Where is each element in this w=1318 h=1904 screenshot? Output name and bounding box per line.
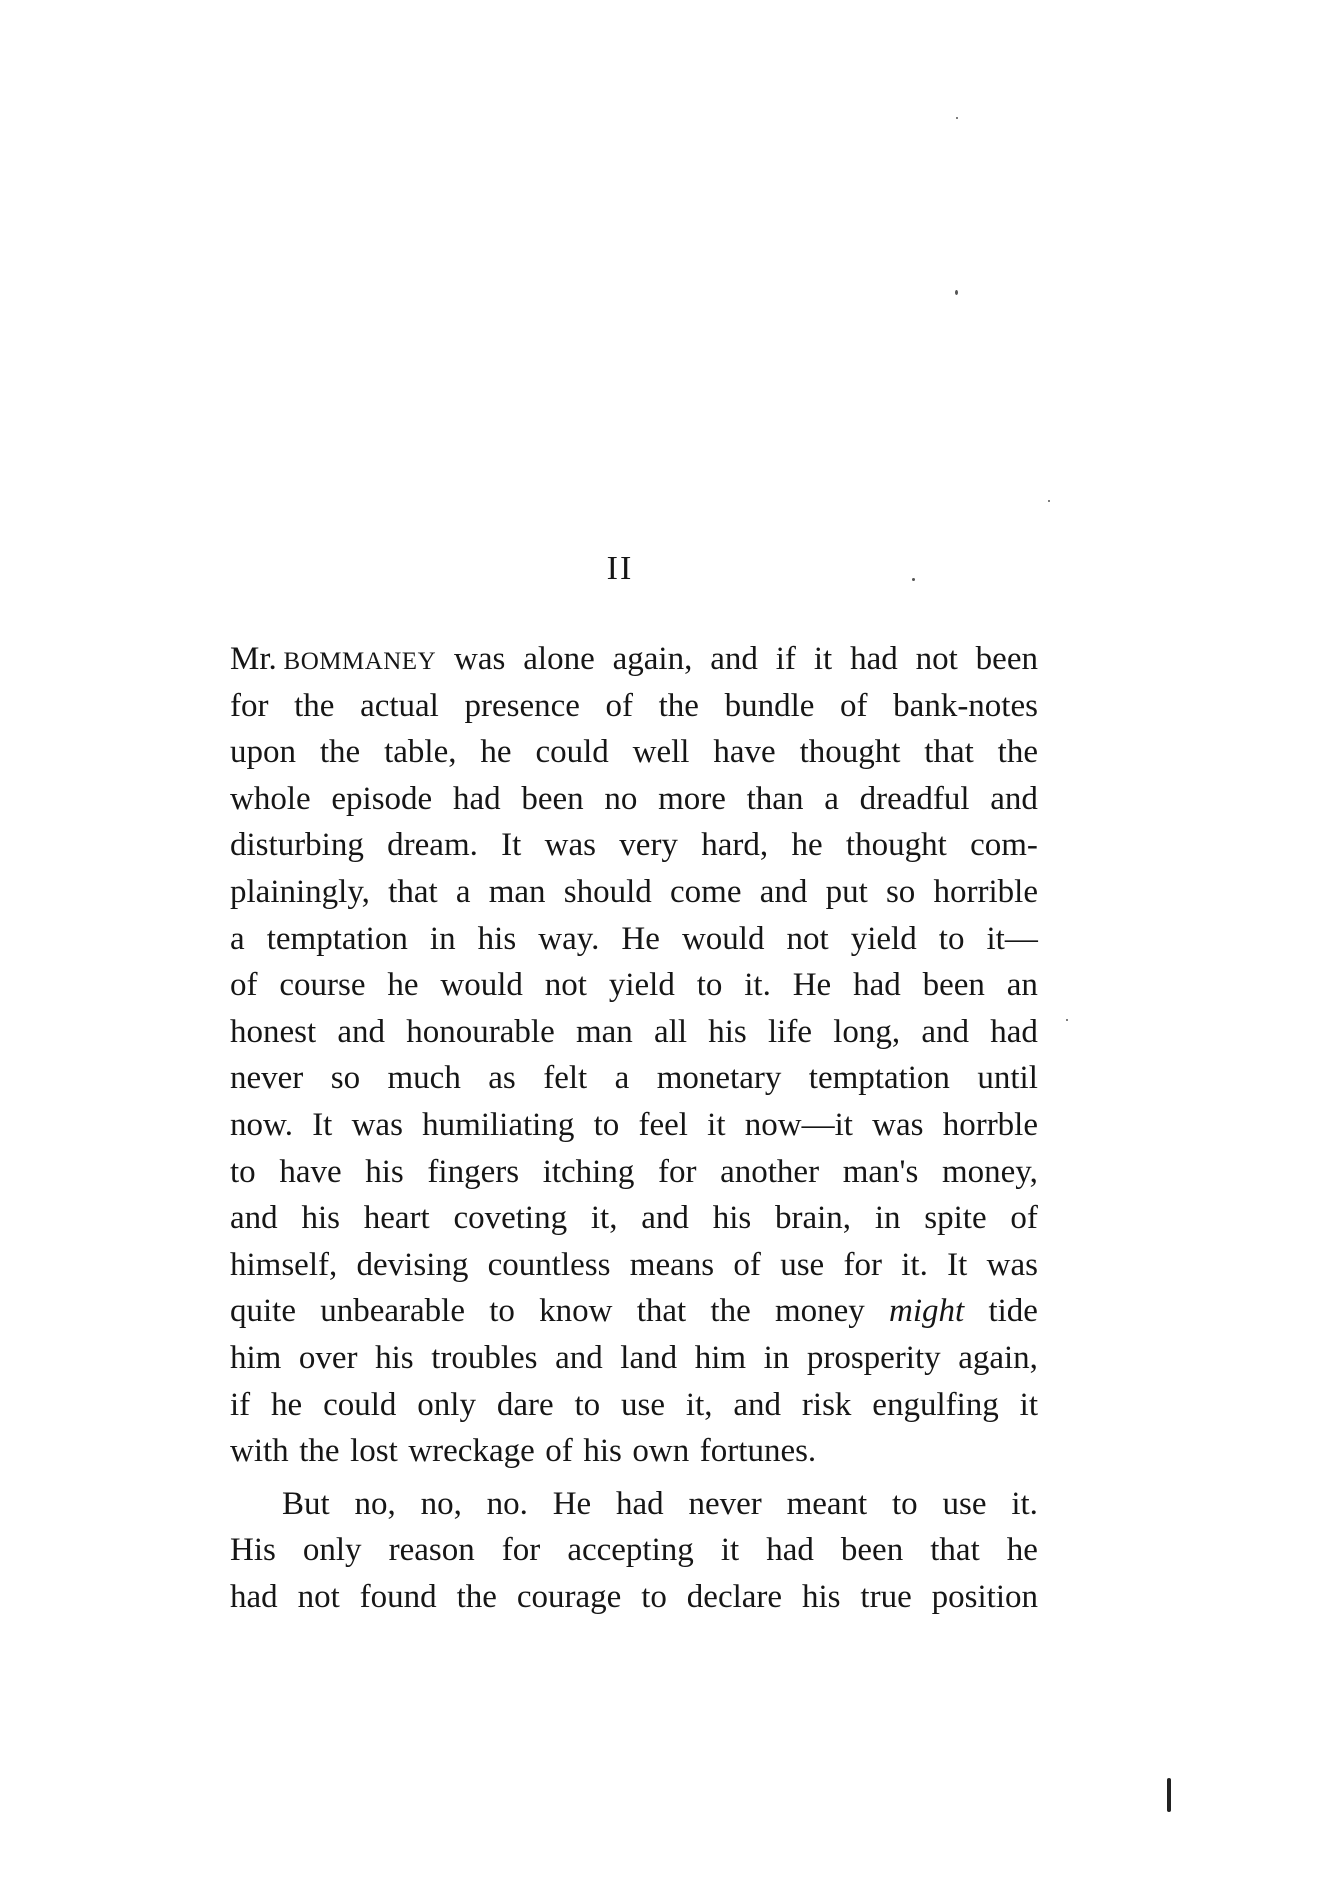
word: courage <box>516 1578 622 1615</box>
small-caps-initial: Mr. <box>230 641 277 677</box>
word: he <box>791 827 823 864</box>
word: have <box>279 1153 342 1190</box>
word: reason <box>388 1532 475 1569</box>
word: table, <box>384 734 457 771</box>
word: no, <box>420 1485 462 1522</box>
text-line <box>230 1288 1038 1335</box>
word: to <box>593 1106 620 1143</box>
word: had <box>853 967 901 1004</box>
word: bank-notes <box>893 687 1038 724</box>
word: it. <box>901 1246 928 1283</box>
word: and <box>921 1013 970 1050</box>
word: might <box>889 1293 965 1330</box>
word: It <box>947 1246 968 1283</box>
word: for <box>843 1246 882 1283</box>
word: a <box>614 1060 630 1097</box>
word: only <box>302 1532 362 1569</box>
word: the <box>294 687 335 724</box>
word: was <box>872 1106 924 1143</box>
word: so <box>330 1060 361 1097</box>
word: of <box>545 1433 573 1470</box>
word: alone <box>523 641 595 677</box>
word: come <box>670 873 742 910</box>
word: put <box>825 873 868 910</box>
word: no. <box>486 1485 528 1522</box>
word: episode <box>331 780 433 817</box>
word: had <box>766 1532 814 1569</box>
word: he <box>387 967 419 1004</box>
word: a <box>230 920 245 957</box>
text-line <box>230 1382 1038 1429</box>
word: his <box>708 1013 747 1050</box>
text-line <box>230 1335 1038 1382</box>
word: fortunes. <box>699 1433 817 1470</box>
word: whole <box>230 780 311 817</box>
word: But <box>282 1485 330 1522</box>
text-line <box>230 916 1038 963</box>
word: His <box>230 1532 276 1569</box>
word: declare <box>686 1578 783 1615</box>
word: that <box>930 1532 980 1569</box>
word: had <box>850 641 898 677</box>
word: again, <box>958 1339 1038 1376</box>
word: his <box>583 1433 622 1470</box>
word: coveting <box>453 1200 568 1237</box>
text-line <box>230 683 1038 730</box>
word: tide <box>988 1293 1038 1330</box>
word: for <box>657 1153 697 1190</box>
text-line <box>230 1428 1038 1475</box>
word: risk <box>801 1386 852 1423</box>
word: in <box>763 1339 790 1376</box>
text-line <box>230 869 1038 916</box>
word: of <box>605 687 634 724</box>
word: yield <box>608 967 675 1004</box>
word: in <box>874 1200 901 1237</box>
word: means <box>629 1246 715 1283</box>
word: him <box>694 1339 747 1376</box>
word: and <box>555 1339 603 1376</box>
word: horrible <box>933 873 1038 910</box>
word: thought <box>845 827 947 864</box>
word: the <box>658 687 699 724</box>
word: could <box>323 1386 397 1423</box>
word: accepting <box>567 1532 694 1569</box>
word: It <box>312 1106 333 1143</box>
word: honest <box>230 1013 317 1050</box>
word: and <box>337 1013 386 1050</box>
word: and <box>990 780 1038 817</box>
text-line <box>230 1195 1038 1242</box>
word: been <box>975 641 1038 677</box>
word: a <box>455 873 471 910</box>
word: the <box>456 1578 497 1615</box>
text-line <box>230 1009 1038 1056</box>
word: man's <box>842 1153 919 1190</box>
word: know <box>539 1293 613 1330</box>
word: troubles <box>431 1339 538 1376</box>
word: of <box>1010 1200 1038 1237</box>
word: of <box>840 687 868 724</box>
word: was <box>986 1246 1038 1283</box>
chapter-number: II <box>606 550 634 587</box>
word: to <box>696 967 723 1004</box>
word: all <box>654 1013 688 1050</box>
print-speck <box>956 117 958 119</box>
word: man <box>575 1013 633 1050</box>
word: com- <box>970 827 1038 864</box>
word: not <box>297 1578 340 1615</box>
small-caps-name <box>230 636 436 683</box>
word: his <box>375 1339 414 1376</box>
print-speck <box>912 578 915 581</box>
word: for <box>230 687 269 724</box>
text-line <box>230 962 1038 1009</box>
word: life <box>768 1013 812 1050</box>
word: countless <box>487 1246 611 1283</box>
word: temptation <box>266 920 408 957</box>
word: no <box>604 780 638 817</box>
text-line <box>230 1574 1038 1621</box>
word: yield <box>850 920 917 957</box>
word: well <box>632 734 690 771</box>
word: and <box>733 1386 782 1423</box>
word: had <box>615 1485 664 1522</box>
text-line <box>230 636 1038 683</box>
word: and <box>641 1200 689 1237</box>
word: that <box>924 734 974 771</box>
word: him <box>230 1339 282 1376</box>
word: true <box>860 1578 912 1615</box>
word: monetary <box>656 1060 782 1097</box>
word: himself, <box>230 1246 338 1283</box>
word: use <box>942 1485 987 1522</box>
word: a <box>824 780 839 817</box>
word: than <box>746 780 804 817</box>
word: had <box>990 1013 1038 1050</box>
word: another <box>720 1153 820 1190</box>
word: itching <box>542 1153 635 1190</box>
word: heart <box>363 1200 430 1237</box>
word: over <box>298 1339 358 1376</box>
word: again, <box>612 641 693 677</box>
word: been <box>521 780 584 817</box>
word: was <box>544 827 596 864</box>
word: could <box>535 734 609 771</box>
word: upon <box>230 734 296 771</box>
word: brain, <box>775 1200 852 1237</box>
word: horrble <box>942 1106 1038 1143</box>
word: actual <box>360 687 439 724</box>
word: dream. <box>387 827 478 864</box>
word: been <box>840 1532 904 1569</box>
margin-mark <box>1167 1778 1171 1812</box>
word: now. <box>230 1106 293 1143</box>
word: man <box>488 873 546 910</box>
word: own <box>632 1433 690 1470</box>
word: had <box>230 1578 278 1615</box>
word: way. <box>538 920 600 957</box>
word: the <box>997 734 1038 771</box>
text-line <box>230 822 1038 869</box>
word: that <box>388 873 438 910</box>
word: to <box>938 920 965 957</box>
text-line <box>230 1102 1038 1149</box>
text-line <box>230 1481 1038 1528</box>
word: the <box>319 734 361 771</box>
word: hard, <box>701 827 769 864</box>
print-speck <box>1066 1019 1068 1021</box>
word: would <box>681 920 765 957</box>
word: to <box>230 1153 256 1190</box>
word: it. <box>1011 1485 1038 1522</box>
word: course <box>279 967 366 1004</box>
word: it <box>707 1106 726 1143</box>
word: money <box>774 1293 865 1330</box>
word: unbearable <box>320 1293 465 1330</box>
word: money, <box>941 1153 1038 1190</box>
word: He <box>552 1485 592 1522</box>
word: disturbing <box>230 827 364 864</box>
word: been <box>922 967 985 1004</box>
word: was <box>351 1106 403 1143</box>
word: and <box>230 1200 278 1237</box>
word: to <box>489 1293 515 1330</box>
text-line <box>230 1149 1038 1196</box>
word: his <box>301 1200 340 1237</box>
print-speck <box>955 290 958 295</box>
text-line <box>230 729 1038 776</box>
word: prosperity <box>806 1339 941 1376</box>
word: would <box>440 967 523 1004</box>
word: more <box>658 780 726 817</box>
word: use <box>780 1246 825 1283</box>
word: use <box>621 1386 666 1423</box>
word: and <box>710 641 758 677</box>
word: It <box>501 827 522 864</box>
word: never <box>688 1485 762 1522</box>
body-text <box>230 636 1038 1620</box>
word: it. <box>744 967 771 1004</box>
word: lost <box>350 1433 398 1470</box>
word: as <box>488 1060 516 1097</box>
word: not <box>544 967 587 1004</box>
word: plainingly, <box>230 873 370 910</box>
word: dare <box>496 1386 554 1423</box>
word: meant <box>786 1485 868 1522</box>
word: quite <box>230 1293 296 1330</box>
word: it— <box>986 920 1038 957</box>
print-speck <box>1048 500 1050 502</box>
word: much <box>387 1060 461 1097</box>
word: he <box>1006 1532 1038 1569</box>
word: not <box>786 920 829 957</box>
text-line <box>230 1055 1038 1102</box>
word: the <box>710 1293 751 1330</box>
word: it <box>1019 1386 1038 1423</box>
word: for <box>501 1532 541 1569</box>
word: to <box>892 1485 918 1522</box>
word: only <box>417 1386 476 1423</box>
word: long, <box>833 1013 901 1050</box>
word: not <box>915 641 958 677</box>
word: He <box>792 967 832 1004</box>
word: the <box>299 1433 340 1470</box>
word: should <box>563 873 652 910</box>
word: found <box>359 1578 437 1615</box>
word: it <box>720 1532 740 1569</box>
word: land <box>620 1339 678 1376</box>
word: if <box>775 641 796 677</box>
text-line <box>230 1242 1038 1289</box>
word: very <box>619 827 678 864</box>
word: it, <box>685 1386 713 1423</box>
word: of <box>230 967 258 1004</box>
word: his <box>712 1200 752 1237</box>
word: position <box>931 1578 1038 1615</box>
word: was <box>454 641 506 677</box>
word: fingers <box>427 1153 520 1190</box>
word: and <box>759 873 808 910</box>
word: it, <box>590 1200 618 1237</box>
word: thought <box>799 734 901 771</box>
word: that <box>636 1293 687 1330</box>
word: he <box>271 1386 303 1423</box>
word: He <box>621 920 660 957</box>
word: felt <box>543 1060 588 1097</box>
word: never <box>230 1060 304 1097</box>
word: no, <box>354 1485 396 1522</box>
word: have <box>713 734 776 771</box>
word: his <box>801 1578 841 1615</box>
word: with <box>230 1433 289 1470</box>
word: his <box>477 920 517 957</box>
word: bundle <box>724 687 815 724</box>
word: devising <box>356 1246 469 1283</box>
word: spite <box>924 1200 987 1237</box>
word: wreckage <box>408 1433 535 1470</box>
word: he <box>480 734 512 771</box>
small-caps-rest: BOMMANEY <box>276 648 437 675</box>
word: of <box>733 1246 761 1283</box>
word: now—it <box>744 1106 853 1143</box>
word: engulfing <box>872 1386 999 1423</box>
word: honourable <box>406 1013 555 1050</box>
word: until <box>977 1060 1038 1097</box>
word: had <box>452 780 501 817</box>
word: to <box>641 1578 667 1615</box>
word: it <box>813 641 833 677</box>
word: so <box>885 873 916 910</box>
word: humiliating <box>422 1106 575 1143</box>
word: feel <box>638 1106 688 1143</box>
word: an <box>1006 967 1038 1004</box>
word: dreadful <box>859 780 970 817</box>
text-line <box>230 1527 1038 1574</box>
word: presence <box>464 687 580 724</box>
text-line <box>230 776 1038 823</box>
word: in <box>429 920 456 957</box>
word: if <box>230 1386 251 1423</box>
word: to <box>574 1386 601 1423</box>
word: temptation <box>808 1060 950 1097</box>
word: his <box>365 1153 404 1190</box>
